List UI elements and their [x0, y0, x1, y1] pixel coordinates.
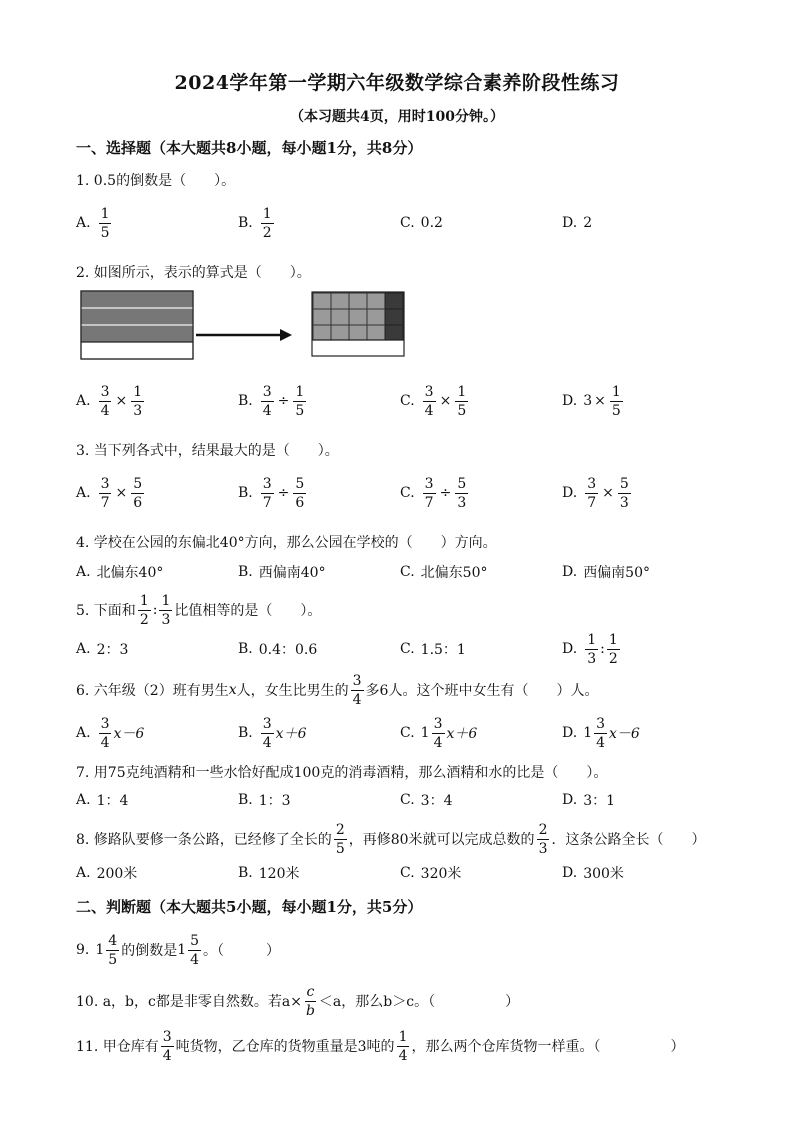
operator: ×	[115, 485, 128, 501]
fraction: $\frac{5}{4}$	[190, 932, 200, 968]
option-label: B.	[238, 725, 253, 741]
fraction: $\frac{3}{4}$	[100, 715, 110, 751]
question-4-text: 4. 学校在公园的东偏北40°方向，那么公园在学校的（ ）方向。	[76, 535, 497, 551]
option-value: 2：3	[96, 642, 129, 658]
fraction: $\frac{3}{4}$	[352, 672, 362, 708]
question-7-text: 7. 用75克纯酒精和一些水恰好配成100克的消毒酒精，那么酒精和水的比是（ ）。	[76, 765, 608, 781]
question-3-text: 3. 当下列各式中，结果最大的是（ ）。	[76, 443, 339, 459]
option-label: A.	[76, 865, 91, 881]
fraction: $\frac{5}{6}$	[295, 475, 305, 511]
whole-number: 1	[95, 942, 105, 958]
option-label: D.	[562, 792, 578, 808]
option-c[interactable]	[400, 378, 470, 424]
option-value: 0.4：0.6	[258, 642, 318, 658]
question-number: 9.	[76, 942, 90, 958]
option-value: 西偏南50°	[583, 565, 651, 581]
operator: ÷	[277, 485, 290, 501]
question-10-text	[76, 979, 519, 1023]
option-d[interactable]	[562, 470, 633, 516]
answer-blank[interactable]: ＜a，那么b＞c。（ ）	[318, 994, 520, 1010]
arrow-icon	[196, 329, 292, 341]
option-label: C.	[400, 215, 415, 231]
fraction: $\frac{5}{3}$	[457, 475, 467, 511]
option-label: A.	[76, 641, 91, 657]
option-label: C.	[400, 485, 415, 501]
question-5-options	[76, 626, 756, 672]
fraction: $\frac{1}{3}$	[133, 383, 143, 419]
fraction: $\frac{2}{5}$	[335, 821, 345, 857]
option-label: A.	[76, 792, 91, 808]
page-title: 2024学年第一学期六年级数学综合素养阶段性练习	[174, 72, 620, 94]
question-2-text: 2. 如图所示，表示的算式是（ ）。	[76, 265, 311, 281]
variable-x: x	[228, 682, 237, 698]
whole-number: 1	[583, 725, 593, 741]
option-value: 3：4	[420, 793, 453, 809]
option-a[interactable]	[76, 626, 128, 672]
option-b[interactable]	[238, 378, 308, 424]
fraction: $\frac{3}{7}$	[262, 475, 272, 511]
option-label: A.	[76, 564, 91, 580]
option-label: A.	[76, 393, 91, 409]
operator: ×	[115, 393, 128, 409]
expression-tail: x－6	[113, 726, 145, 742]
fraction: $\frac{1}{5}$	[457, 383, 467, 419]
option-label: D.	[562, 393, 578, 409]
question-text: 的倒数是	[121, 943, 178, 959]
question-text: 比值相等的是（ ）。	[174, 603, 322, 619]
whole-number: 1	[177, 942, 187, 958]
fraction: $\frac{3}{7}$	[587, 475, 597, 511]
option-label: B.	[238, 485, 253, 501]
ratio-colon: :	[600, 641, 605, 657]
option-b[interactable]	[238, 470, 308, 516]
option-d[interactable]	[562, 549, 650, 595]
fraction: $\frac{3}{4}$	[262, 715, 272, 751]
option-value: 西偏南40°	[258, 565, 326, 581]
section-heading-judgement: 二、判断题（本大题共5小题，每小题1分，共5分）	[76, 898, 423, 916]
option-label: C.	[400, 641, 415, 657]
option-label: B.	[238, 215, 253, 231]
fraction: $\frac{1}{2}$	[608, 631, 618, 667]
option-label: C.	[400, 792, 415, 808]
fraction: $\frac{5}{3}$	[619, 475, 629, 511]
question-1-options	[76, 200, 756, 246]
fraction: $\frac{1}{5}$	[611, 383, 621, 419]
fraction: $\frac{3}{4}$	[424, 383, 434, 419]
option-a[interactable]	[76, 470, 146, 516]
option-d[interactable]	[562, 710, 640, 756]
ratio-colon: :	[152, 602, 158, 618]
expression-tail: x＋6	[275, 726, 307, 742]
fraction: $\frac{3}{7}$	[424, 475, 434, 511]
option-value: 3：1	[583, 793, 616, 809]
question-text: 6. 六年级（2）班有男生	[76, 683, 229, 699]
option-c[interactable]	[400, 549, 488, 595]
fraction: $\frac{1}{3}$	[161, 592, 171, 628]
option-value: 2	[583, 215, 593, 231]
option-label: C.	[400, 865, 415, 881]
expression-tail: x＋6	[446, 726, 478, 742]
question-2-options	[76, 378, 756, 424]
fraction: $\frac{3}{4}$	[596, 715, 606, 751]
option-label: A.	[76, 485, 91, 501]
option-b[interactable]	[238, 200, 276, 246]
option-value: 320米	[420, 866, 462, 882]
option-value: 北偏东50°	[420, 565, 488, 581]
option-d[interactable]	[562, 850, 624, 896]
question-3-options	[76, 470, 756, 516]
option-label: C.	[400, 564, 415, 580]
option-label: B.	[238, 792, 253, 808]
option-value: 120米	[258, 866, 300, 882]
option-c[interactable]	[400, 200, 443, 246]
option-label: B.	[238, 641, 253, 657]
option-label: A.	[76, 215, 91, 231]
answer-blank[interactable]: 。（ ）	[203, 943, 281, 959]
option-value: 0.2	[420, 215, 443, 231]
question-6-options	[76, 710, 756, 756]
question-11-text	[76, 1024, 684, 1068]
option-label: B.	[238, 564, 253, 580]
fraction: $\frac{3}{4}$	[162, 1028, 172, 1064]
option-value: 1：3	[258, 793, 291, 809]
fraction: $\frac{3}{4}$	[262, 383, 272, 419]
section-heading-choice: 一、选择题（本大题共8小题，每小题1分，共8分）	[76, 139, 423, 157]
question-text: ，再修80米就可以完成总数的	[348, 832, 535, 848]
expression-tail: x－6	[609, 726, 640, 742]
answer-blank[interactable]: ，那么两个仓库货物一样重。（ ）	[411, 1039, 685, 1055]
option-label: D.	[562, 725, 578, 741]
fraction: $\frac{2}{3}$	[538, 821, 548, 857]
option-c[interactable]	[400, 626, 466, 672]
question-text: 吨货物，乙仓库的货物重量是3吨的	[175, 1039, 395, 1055]
option-value: 1：4	[96, 793, 129, 809]
option-c[interactable]	[400, 850, 461, 896]
fraction: $\frac{1}{4}$	[398, 1028, 408, 1064]
fraction: $\frac{5}{6}$	[133, 475, 143, 511]
fraction: $\frac{c}{b}$	[305, 983, 315, 1019]
fraction: $\frac{4}{5}$	[108, 932, 118, 968]
option-label: D.	[562, 641, 578, 657]
option-label: D.	[562, 485, 578, 501]
question-text: 10. a，b，c都是非零自然数。若a×	[76, 994, 302, 1010]
question-6-text	[76, 668, 598, 712]
fraction: $\frac{1}{3}$	[587, 631, 597, 667]
question-text: 11. 甲仓库有	[76, 1039, 159, 1055]
option-label: A.	[76, 725, 91, 741]
fraction-area-diagram	[76, 290, 416, 362]
option-a[interactable]	[76, 378, 146, 424]
question-9-text	[76, 928, 280, 972]
question-text: 5. 下面和	[76, 603, 136, 619]
fraction: $\frac{3}{4}$	[100, 383, 110, 419]
option-value: 200米	[96, 866, 138, 882]
option-a[interactable]	[76, 850, 137, 896]
option-c[interactable]	[400, 470, 470, 516]
question-text: 人，女生比男生的	[236, 683, 349, 699]
option-b[interactable]	[238, 626, 317, 672]
option-b[interactable]	[238, 710, 306, 756]
option-value: 300米	[583, 866, 624, 882]
option-d[interactable]	[562, 200, 592, 246]
fraction: $\frac{1}{5}$	[100, 205, 110, 241]
option-label: D.	[562, 865, 578, 881]
fraction: $\frac{1}{2}$	[139, 592, 149, 628]
fraction: $\frac{3}{4}$	[433, 715, 443, 751]
option-label: B.	[238, 393, 253, 409]
option-label: D.	[562, 564, 578, 580]
page-subtitle: （本习题共4页，用时100分钟。）	[290, 109, 504, 125]
operator: ÷	[277, 393, 290, 409]
whole-number: 3	[583, 393, 593, 409]
option-label: B.	[238, 865, 253, 881]
option-b[interactable]	[238, 850, 299, 896]
option-a[interactable]	[76, 710, 144, 756]
option-a[interactable]	[76, 200, 113, 246]
operator: ×	[594, 393, 606, 409]
option-label: C.	[400, 393, 415, 409]
operator: ×	[439, 393, 452, 409]
option-value: 1.5：1	[420, 642, 466, 658]
option-d[interactable]	[562, 378, 625, 424]
option-label: D.	[562, 215, 578, 231]
operator: ÷	[439, 485, 452, 501]
option-c[interactable]	[400, 710, 477, 756]
question-text: 多6人。这个班中女生有（ ）人。	[365, 683, 599, 699]
option-value: 北偏东40°	[96, 565, 164, 581]
fraction: $\frac{1}{5}$	[295, 383, 305, 419]
question-text: ．这条公路全长（ ）	[551, 832, 706, 848]
fraction: $\frac{1}{2}$	[262, 205, 272, 241]
question-text: 8. 修路队要修一条公路，已经修了全长的	[76, 832, 332, 848]
question-1-text: 1. 0.5的倒数是（ ）。	[76, 173, 236, 189]
option-d[interactable]	[562, 626, 622, 672]
option-label: C.	[400, 725, 415, 741]
whole-number: 1	[420, 725, 430, 741]
fraction: $\frac{3}{7}$	[100, 475, 110, 511]
question-8-options	[76, 850, 756, 896]
operator: ×	[602, 485, 614, 501]
